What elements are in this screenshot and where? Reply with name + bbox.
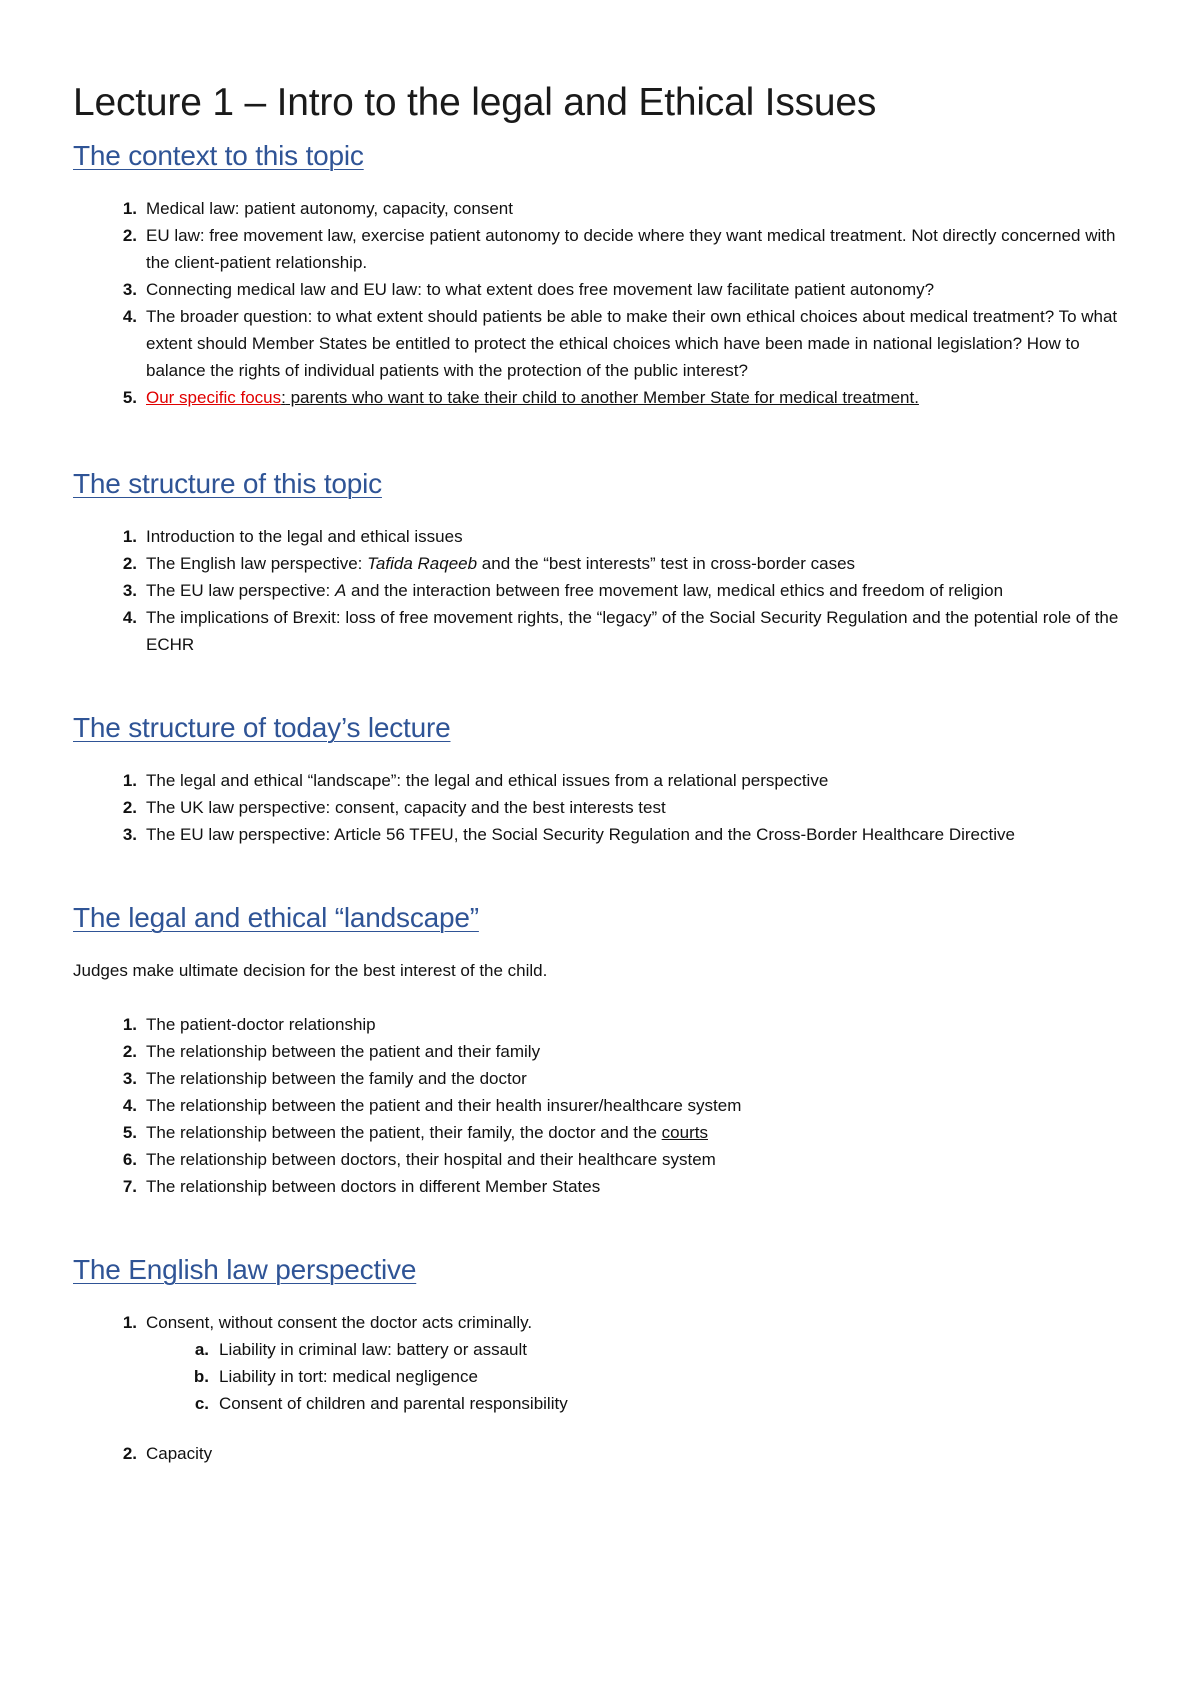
list-number: 2. bbox=[122, 798, 137, 817]
list-number: 1. bbox=[122, 771, 137, 790]
list-item-text: The relationship between the family and the doctor bbox=[146, 1069, 527, 1088]
list-item-text: Connecting medical law and EU law: to what extent does free movement law facilitate patient autonomy? bbox=[146, 280, 935, 299]
list-item-text: The UK law perspective: consent, capacity and the best interests test bbox=[146, 798, 666, 817]
list-number: 6. bbox=[122, 1150, 137, 1169]
list-item-text: and the interaction between free movement law, medical ethics and freedom of religion bbox=[346, 581, 1004, 600]
list-item-text: The broader question: to what extent should patients be able to make their own ethical choices about medical treatment? To what extent should Member States be entitled to protect the ethical choices which have been made in national legislation? How to balance the rights of individual patients with the protection of the public interest? bbox=[146, 307, 1118, 380]
case-name: A bbox=[334, 581, 347, 600]
page-title: Lecture 1 – Intro to the legal and Ethical Issues bbox=[73, 81, 877, 124]
list-number: 2. bbox=[122, 226, 137, 245]
list-item-text: EU law: free movement law, exercise patient autonomy to decide where they want medical treatment. Not directly concerned with the client-patient relationship. bbox=[146, 226, 1116, 272]
list-number: 2. bbox=[122, 1444, 137, 1463]
list-item bbox=[73, 794, 1130, 821]
list-number: 4. bbox=[122, 307, 137, 326]
list-item bbox=[73, 1038, 1130, 1065]
list-item bbox=[73, 577, 1130, 604]
list-item bbox=[73, 550, 1130, 577]
list-item-text: The EU law perspective: bbox=[146, 581, 335, 600]
list-item bbox=[73, 1440, 1130, 1467]
list-item bbox=[73, 1173, 1130, 1200]
list-item bbox=[73, 1092, 1130, 1119]
list-number: 2. bbox=[122, 1042, 137, 1061]
list-item bbox=[73, 523, 1130, 550]
section-heading-english-law: The English law perspective bbox=[73, 1254, 417, 1285]
list-item bbox=[73, 222, 1130, 276]
list-item bbox=[73, 1065, 1130, 1092]
list-item bbox=[73, 604, 1130, 658]
section-heading-landscape: The legal and ethical “landscape” bbox=[73, 902, 479, 933]
list-letter: b. bbox=[193, 1367, 209, 1386]
list-item-text: Consent of children and parental responsibility bbox=[219, 1394, 568, 1413]
sub-list-item bbox=[73, 1390, 1130, 1417]
list-item-text: The legal and ethical “landscape”: the legal and ethical issues from a relational perspective bbox=[146, 771, 829, 790]
list-item-text: Medical law: patient autonomy, capacity, consent bbox=[146, 199, 513, 218]
list-letter: c. bbox=[194, 1394, 209, 1413]
context-list bbox=[73, 195, 1130, 411]
underlined-word: courts bbox=[661, 1123, 708, 1142]
list-number: 5. bbox=[122, 388, 137, 407]
list-item-text: The EU law perspective: Article 56 TFEU, the Social Security Regulation and the Cross-Border Healthcare Directive bbox=[146, 825, 1015, 844]
list-number: 3. bbox=[122, 280, 137, 299]
list-number: 4. bbox=[122, 608, 137, 627]
list-number: 1. bbox=[122, 1015, 137, 1034]
english-law-list-continued bbox=[73, 1440, 1130, 1467]
sub-list-item bbox=[73, 1336, 1130, 1363]
list-item-text: Introduction to the legal and ethical issues bbox=[146, 527, 463, 546]
section-heading-structure-topic: The structure of this topic bbox=[73, 468, 382, 499]
list-item-text: The patient-doctor relationship bbox=[146, 1015, 376, 1034]
list-item-text: Liability in criminal law: battery or assault bbox=[219, 1340, 528, 1359]
list-item bbox=[73, 821, 1130, 848]
landscape-intro: Judges make ultimate decision for the best interest of the child. bbox=[73, 961, 548, 980]
list-item-text: Capacity bbox=[146, 1444, 213, 1463]
list-item bbox=[73, 1011, 1130, 1038]
english-law-list bbox=[73, 1309, 1130, 1336]
section-heading-structure-lecture: The structure of today’s lecture bbox=[73, 712, 451, 743]
list-item bbox=[73, 384, 1130, 411]
list-item-text: Liability in tort: medical negligence bbox=[219, 1367, 478, 1386]
list-item-text: The English law perspective: bbox=[146, 554, 368, 573]
list-number: 1. bbox=[122, 527, 137, 546]
list-item-text: and the “best interests” test in cross-border cases bbox=[477, 554, 856, 573]
section-heading-context: The context to this topic bbox=[73, 140, 364, 171]
list-item-text: The relationship between the patient and their family bbox=[146, 1042, 541, 1061]
list-item-text: Consent, without consent the doctor acts criminally. bbox=[146, 1313, 533, 1332]
list-number: 3. bbox=[122, 825, 137, 844]
landscape-list bbox=[73, 1011, 1130, 1200]
list-number: 3. bbox=[122, 581, 137, 600]
list-item-text: The relationship between the patient and their health insurer/healthcare system bbox=[146, 1096, 742, 1115]
list-item-text: The implications of Brexit: loss of free movement rights, the “legacy” of the Social Security Regulation and the potential role of the ECHR bbox=[146, 608, 1119, 654]
list-item bbox=[73, 195, 1130, 222]
specific-focus-text: parents who want to take their child to another Member State for medical treatment. bbox=[285, 388, 919, 407]
sub-list-item bbox=[73, 1363, 1130, 1390]
list-number: 3. bbox=[122, 1069, 137, 1088]
list-item bbox=[73, 1146, 1130, 1173]
list-item bbox=[73, 303, 1130, 384]
structure-topic-list bbox=[73, 523, 1130, 658]
specific-focus-label: Our specific focus bbox=[146, 388, 282, 407]
list-number: 7. bbox=[122, 1177, 137, 1196]
list-item-text: The relationship between doctors in different Member States bbox=[146, 1177, 601, 1196]
list-item-text: The relationship between the patient, their family, the doctor and the bbox=[146, 1123, 662, 1142]
list-item bbox=[73, 767, 1130, 794]
list-letter: a. bbox=[194, 1340, 209, 1359]
case-name: Tafida Raqeeb bbox=[367, 554, 478, 573]
list-item bbox=[73, 1119, 1130, 1146]
list-item-text: The relationship between doctors, their hospital and their healthcare system bbox=[146, 1150, 716, 1169]
list-number: 1. bbox=[122, 199, 137, 218]
list-item bbox=[73, 276, 1130, 303]
focus-colon: : bbox=[281, 388, 286, 407]
list-item bbox=[73, 1309, 1130, 1336]
list-number: 4. bbox=[122, 1096, 137, 1115]
list-number: 1. bbox=[122, 1313, 137, 1332]
structure-lecture-list bbox=[73, 767, 1130, 848]
english-law-sublist bbox=[73, 1336, 1130, 1417]
list-number: 2. bbox=[122, 554, 137, 573]
list-number: 5. bbox=[122, 1123, 137, 1142]
